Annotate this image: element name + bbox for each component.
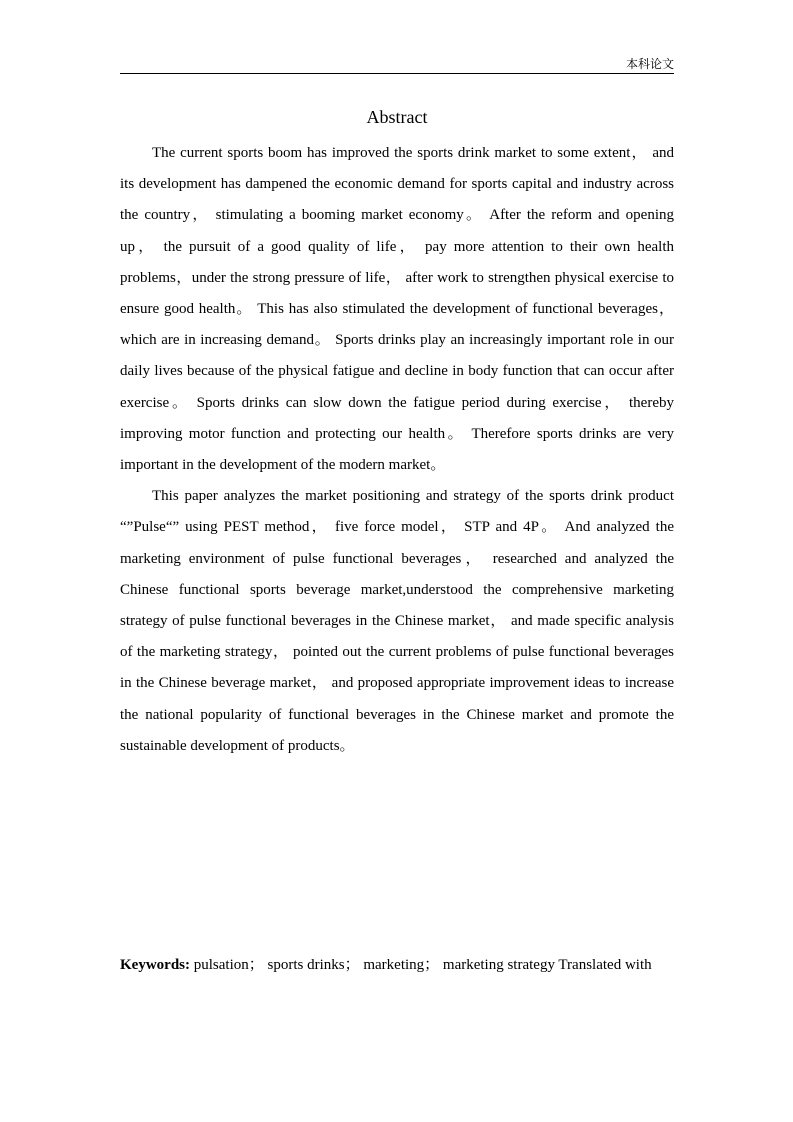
keywords-label: Keywords: [120, 957, 190, 973]
header-rule [120, 73, 674, 74]
keywords-line [120, 950, 674, 981]
keywords-text: pulsation； sports drinks； marketing； marketing strategy Translated with [193, 957, 652, 973]
abstract-body [120, 138, 674, 762]
running-header-label: 本科论文 [625, 57, 674, 71]
abstract-title: Abstract [366, 107, 428, 127]
abstract-paragraph-1: The current sports boom has improved the sports drink market to some extent， and its development has dampened the economic demand for sports capital and industry across the country， stimulating a booming market economy。 After the reform and opening up， the pursuit of a good quality of life， pay more attention to their own health problems，under the strong pressure of life， after work to strengthen physical exercise to ensure good health。 This has also stimulated the development of functional beverages， which are in increasing demand。 Sports drinks play an increasingly important role in our daily lives because of the physical fatigue and decline in body function that can occur after exercise。 Sports drinks can slow down the fatigue period during exercise， thereby improving motor function and protecting our health。 Therefore sports drinks are very important in the development of the modern market。 [120, 145, 674, 474]
abstract-paragraph-2: This paper analyzes the market positioning and strategy of the sports drink product “”Pulse“” using PEST method， five force model， STP and 4P。 And analyzed the marketing environment of pulse functional beverages， researched and analyzed the Chinese functional sports beverage market,understood the comprehensive marketing strategy of pulse functional beverages in the Chinese market， and made specific analysis of the marketing strategy， pointed out the current problems of pulse functional beverages in the Chinese beverage market， and proposed appropriate improvement ideas to increase the national popularity of functional beverages in the Chinese market and promote the sustainable development of products。 [120, 488, 674, 754]
